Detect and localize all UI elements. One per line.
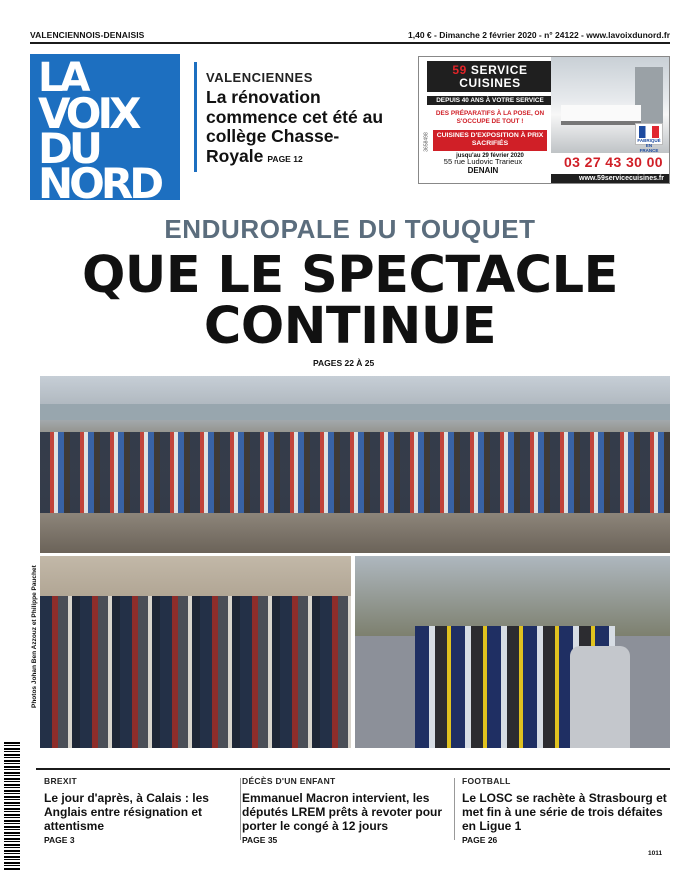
ad-phone[interactable]: 03 27 43 30 00	[563, 154, 663, 170]
lead-surtitle: ENDUROPALE DU TOUQUET	[164, 214, 536, 244]
logo-line-3: DU	[38, 123, 99, 173]
edition-name: VALENCIENNOIS-DENAISIS	[30, 30, 145, 40]
teaser-kicker: VALENCIENNES	[206, 70, 313, 85]
photo-quads[interactable]	[355, 556, 670, 748]
logo-line-4: NORD	[38, 159, 161, 200]
brief-category: FOOTBALL	[462, 776, 511, 786]
kitchen-counter	[561, 105, 641, 125]
logo-line-1: LA	[38, 55, 87, 101]
brief-item[interactable]	[242, 776, 454, 846]
ad-until: jusqu'au 29 février 2020	[456, 152, 524, 159]
brief-category: BREXIT	[44, 776, 77, 786]
brief-divider	[454, 778, 455, 840]
brief-title: Le jour d'après, à Calais : les Anglais entre résignation et attentisme	[44, 791, 209, 834]
logo-line-2: VOIX	[38, 88, 138, 138]
made-in-france-badge: FABRIQUÉ EN FRANCE	[635, 123, 663, 145]
page-code: 1011	[648, 850, 663, 857]
teaser-page: PAGE 12	[267, 153, 303, 164]
lead-headline[interactable]: QUE LE SPECTACLE CONTINUE	[82, 246, 618, 356]
brief-page: PAGE 3	[44, 835, 75, 846]
masthead-logo[interactable]	[30, 54, 180, 200]
ad-website[interactable]: www.59servicecuisines.fr	[551, 174, 669, 183]
ad-since: DEPUIS 40 ANS À VOTRE SERVICE	[427, 96, 553, 105]
photo-credit: Photos Johan Ben Azzouz et Philippe Pauchet	[31, 565, 38, 708]
teaser-title: La rénovation commence cet été au collège Chasse-Royale PAGE 12	[206, 87, 384, 166]
ad-address: 55 rue Ludovic Trarieux DENAIN	[443, 157, 523, 175]
french-flag-icon	[639, 126, 659, 138]
brief-page: PAGE 26	[462, 835, 498, 846]
brief-item[interactable]	[44, 776, 234, 846]
brief-title: Le LOSC se rachète à Strasbourg et met fin à une série de trois défaites en Ligue 1	[462, 791, 667, 834]
ad-slogan: DES PRÉPARATIFS À LA POSE, ON S'OCCUPE DE TOUT !	[435, 110, 545, 125]
top-teaser[interactable]	[194, 62, 404, 172]
barcode	[4, 742, 20, 870]
lead-photo-motocross[interactable]	[40, 376, 670, 553]
issue-meta: 1,40 € - Dimanche 2 février 2020 - n° 24122 - www.lavoixdunord.fr	[408, 30, 670, 40]
top-bar	[30, 28, 670, 44]
ad-expo-banner: CUISINES D'EXPOSITION À PRIX SACRIFIÉS	[433, 130, 547, 151]
brief-page: PAGE 35	[242, 835, 278, 846]
brief-item[interactable]	[462, 776, 670, 846]
advertisement[interactable]	[418, 56, 670, 184]
ad-brand: 59 SERVICE CUISINES	[427, 61, 553, 92]
brief-category: DÉCÈS D'UN ENFANT	[242, 776, 336, 786]
lead-pages: PAGES 22 À 25	[313, 358, 375, 368]
briefs-strip	[36, 768, 670, 846]
ad-code: 3658498	[423, 132, 430, 152]
brief-title: Emmanuel Macron intervient, les députés LREM prêts à revoter pour porter le congé à 12 jours	[242, 791, 443, 834]
brief-divider	[240, 778, 241, 840]
photo-spectators[interactable]	[40, 556, 351, 748]
